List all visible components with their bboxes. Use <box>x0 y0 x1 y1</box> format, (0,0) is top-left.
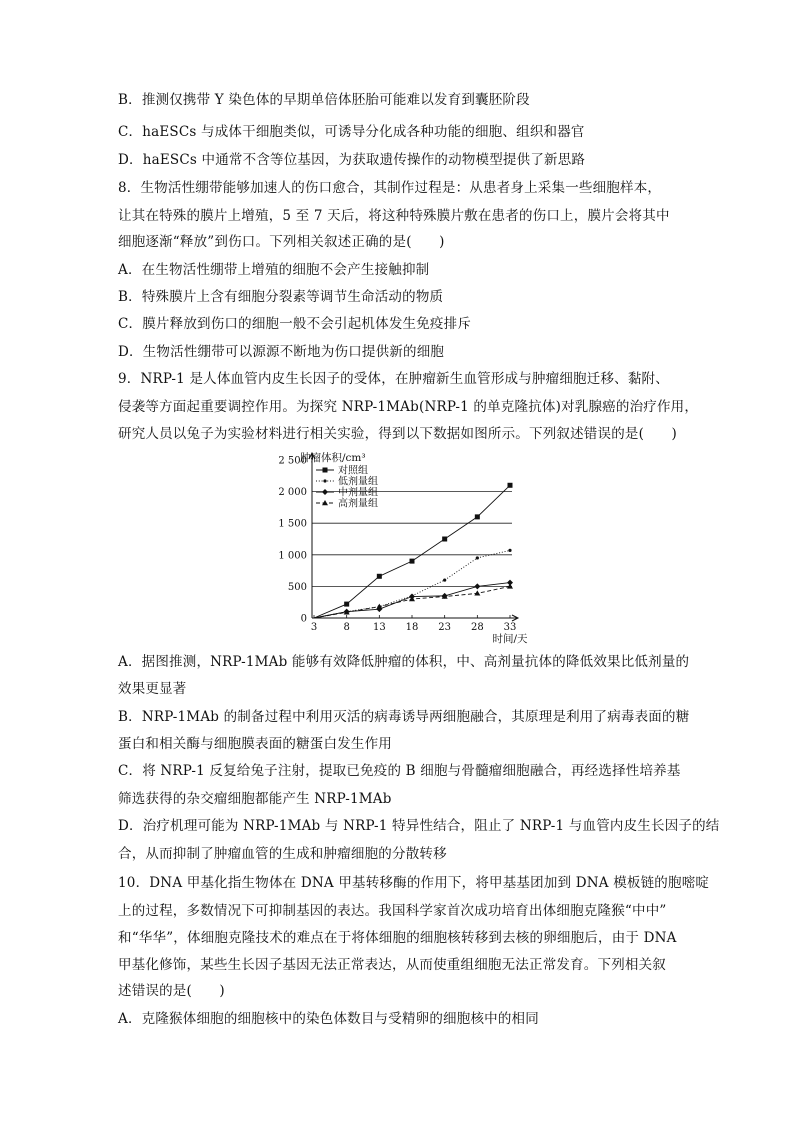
option-b-q7: B．推测仅携带 Y 染色体的早期单倍体胚胎可能难以发育到囊胚阶段 <box>118 92 530 108</box>
question-8-stem-cont: 细胞逐渐“释放”到伤口。下列相关叙述正确的是( ) <box>118 234 445 250</box>
data-point-square <box>377 574 382 579</box>
data-point-square <box>475 514 480 519</box>
x-tick-label: 8 <box>343 622 350 633</box>
data-point-square <box>323 468 328 473</box>
y-tick-label: 0 <box>300 613 307 625</box>
x-tick-label: 3 <box>310 622 318 633</box>
option-a-q8: A．在生物活性绷带上增殖的细胞不会产生接触抑制 <box>118 262 430 278</box>
question-8-stem-cont: 让其在特殊的膜片上增殖，5 至 7 天后，将这种特殊膜片敷在患者的伤口上，膜片会将其中 <box>118 208 670 224</box>
question-10-stem-cont: 甲基化修饰，某些生长因子基因无法正常表达，从而使重组细胞无法正常发育。下列相关叙 <box>118 957 666 973</box>
x-tick-label: 28 <box>470 622 484 633</box>
y-axis-label: 肿瘤体积/cm³ <box>300 452 366 464</box>
data-point-dot <box>323 479 326 482</box>
question-10-stem-cont: 和“华华”，体细胞克隆技术的难点在于将体细胞的细胞核转移到去核的卵细胞后，由于 DNA <box>118 930 677 946</box>
question-9-stem-cont: 侵袭等方面起重要调控作用。为探究 NRP-1MAb(NRP-1 的单克隆抗体)对乳腺癌的治疗作用， <box>118 399 699 415</box>
data-point-triangle <box>474 590 480 595</box>
y-tick-label: 500 <box>287 581 307 593</box>
data-point-square <box>508 483 513 488</box>
option-b-q9-cont: 蛋白和相关酶与细胞膜表面的糖蛋白发生作用 <box>118 736 392 752</box>
x-axis-label: 时间/天 <box>492 633 528 645</box>
option-a-q9: A．据图推测，NRP-1MAb 能够有效降低肿瘤的体积，中、高剂量抗体的降低效果比低剂量的 <box>118 654 690 670</box>
question-10-stem: 10．DNA 甲基化指生物体在 DNA 甲基转移酶的作用下，将甲基基团加到 DNA 模板链的胞嘧啶 <box>118 875 710 891</box>
legend-label: 中剂量组 <box>338 487 378 499</box>
data-point-diamond <box>474 583 480 589</box>
legend-label: 对照组 <box>338 465 368 477</box>
data-point-square <box>410 559 415 564</box>
data-point-square <box>344 602 349 607</box>
data-point-dot <box>443 578 446 581</box>
option-a-q10: A．克隆猴体细胞的细胞核中的染色体数目与受精卵的细胞核中的相同 <box>118 1011 539 1027</box>
legend-label: 高剂量组 <box>338 498 378 510</box>
data-point-diamond <box>322 489 328 495</box>
option-d-q8: D．生物活性绷带可以源源不断地为伤口提供新的细胞 <box>118 344 445 360</box>
option-b-q9: B．NRP-1MAb 的制备过程中利用灭活的病毒诱导两细胞融合，其原理是利用了病毒表面的糖 <box>118 709 690 725</box>
data-point-dot <box>476 556 479 559</box>
data-point-square <box>442 537 447 542</box>
option-d-q9: D．治疗机理可能为 NRP-1MAb 与 NRP-1 特异性结合，阻止了 NRP-1 与血管内皮生长因子的结 <box>118 818 720 834</box>
x-tick-label: 33 <box>503 622 517 633</box>
x-tick-label: 13 <box>372 622 386 633</box>
option-d-q9-cont: 合，从而抑制了肿瘤血管的生成和肿瘤细胞的分散转移 <box>118 846 447 862</box>
option-b-q8: B．特殊膜片上含有细胞分裂素等调节生命活动的物质 <box>118 289 444 305</box>
chart-axes <box>278 453 518 633</box>
tumor-volume-line-chart <box>262 448 532 646</box>
x-tick-label: 23 <box>438 622 452 633</box>
question-9-stem-cont: 研究人员以兔子为实验材料进行相关实验，得到以下数据如图所示。下列叙述错误的是( ) <box>118 426 677 442</box>
option-a-q9-cont: 效果更显著 <box>118 681 187 697</box>
option-c-q9-cont: 筛选获得的杂交瘤细胞都能产生 NRP-1MAb <box>118 791 392 807</box>
question-10-stem-cont: 述错误的是( ) <box>118 983 225 999</box>
data-point-dot <box>508 549 511 552</box>
legend-label: 低剂量组 <box>338 476 378 488</box>
option-d-q7: D．haESCs 中通常不含等位基因，为获取遗传操作的动物模型提供了新思路 <box>118 152 586 168</box>
y-tick-label: 2 500 <box>278 455 307 467</box>
y-tick-label: 2 000 <box>278 487 307 499</box>
question-10-stem-cont: 上的过程，多数情况下可抑制基因的表达。我国科学家首次成功培育出体细胞克隆猴“中中” <box>118 903 667 919</box>
question-9-stem: 9．NRP-1 是人体血管内皮生长因子的受体，在肿瘤新生血管形成与肿瘤细胞迁移、黏附、 <box>118 371 669 387</box>
option-c-q9: C．将 NRP-1 反复给兔子注射，提取已免疫的 B 细胞与骨髓瘤细胞融合，再经选择性培养基 <box>118 763 681 779</box>
series-line <box>314 586 510 618</box>
chart-legend <box>316 464 378 510</box>
question-8-stem: 8．生物活性绷带能够加速人的伤口愈合，其制作过程是：从患者身上采集一些细胞样本， <box>118 180 662 196</box>
option-c-q7: C．haESCs 与成体干细胞类似，可诱导分化成各种功能的细胞、组织和器官 <box>118 124 585 140</box>
x-tick-label: 18 <box>405 622 419 633</box>
option-c-q8: C．膜片释放到伤口的细胞一般不会引起机体发生免疫排斥 <box>118 316 472 332</box>
y-tick-label: 1 500 <box>278 518 307 530</box>
y-tick-label: 1 000 <box>278 550 307 562</box>
